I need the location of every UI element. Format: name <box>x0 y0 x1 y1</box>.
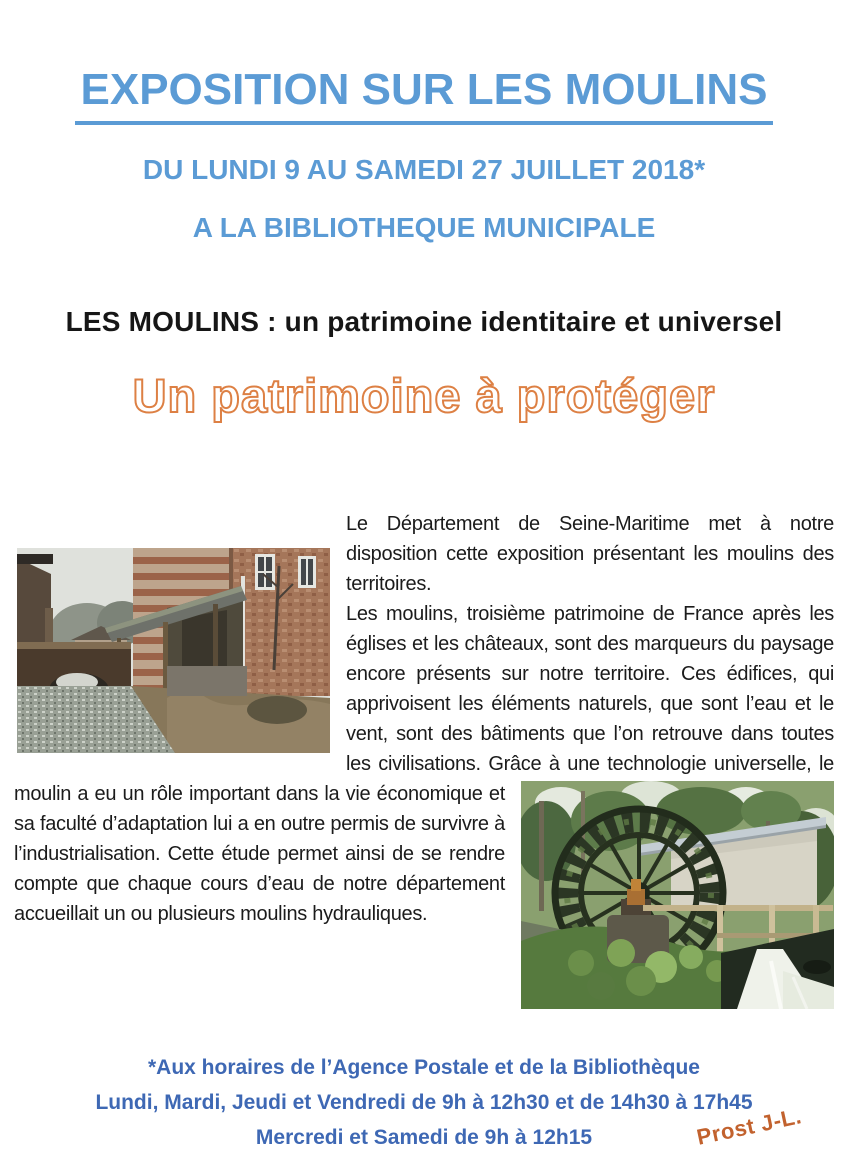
mill-building-illustration <box>17 548 330 753</box>
footer-hours-note: *Aux horaires de l’Agence Postale et de la Bibliothèque <box>148 1056 700 1079</box>
section-heading: LES MOULINS : un patrimoine identitaire et universel <box>65 305 783 337</box>
water-wheel-photo <box>521 781 834 1009</box>
venue-line: A LA BIBLIOTHEQUE MUNICIPALE <box>192 212 656 244</box>
page-title <box>0 0 848 125</box>
body-text <box>14 509 834 929</box>
paragraph-intro: Le Département de Seine-Maritime met à notre disposition cette exposition présentant les moulins des territoires. <box>346 512 834 595</box>
page-title-text: EXPOSITION SUR LES MOULINS <box>75 66 774 125</box>
footer-hours-wed-sat: Mercredi et Samedi de 9h à 12h15 <box>255 1126 593 1149</box>
paragraph-main-part2: important dans la vie économique et sa faculté d’adaptation lui a en outre permis de survivre à l’industrialisation. Cette étude permet ainsi de se rendre compte que chaque cours d’eau de notre département accueillait un ou plusieurs moulins hydrauliques. <box>14 782 505 925</box>
signature: Prost J-L. <box>693 1103 804 1150</box>
paragraph-main-part1: Les moulins, troisième patrimoine de France après les églises et les châteaux, sont des marqueurs du paysage encore présents sur notre territoire. Ces édifices, qui apprivoisent les éléments naturels, que sont l’eau et le vent, sont des bâtiments que l’on retrouve dans toutes les civilisations. Grâce à une technologie universelle, le moulin a eu un rôle <box>14 602 834 805</box>
date-line: DU LUNDI 9 AU SAMEDI 27 JUILLET 2018* <box>142 154 706 186</box>
mill-building-photo <box>17 548 330 753</box>
tagline: Un patrimoine à protéger <box>132 369 716 423</box>
water-wheel-illustration <box>521 781 834 1009</box>
footer-hours-weekdays: Lundi, Mardi, Jeudi et Vendredi de 9h à 12h30 et de 14h30 à 17h45 <box>95 1091 753 1114</box>
